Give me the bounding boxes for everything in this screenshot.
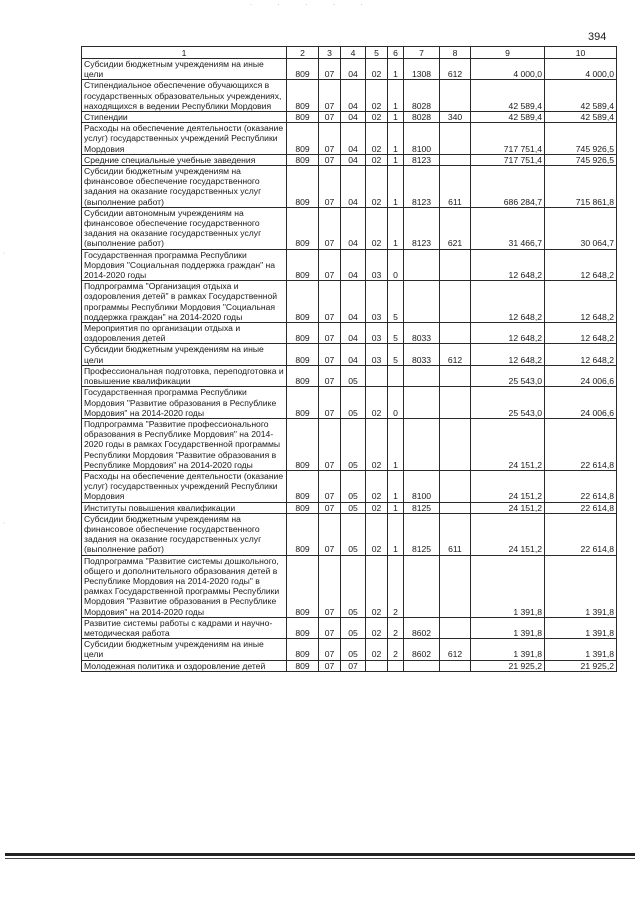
table-row [82,154,617,165]
row-value-cell: 612 [440,639,471,660]
row-value-cell [366,365,388,386]
row-value-cell: 2 [388,555,404,617]
table-row [82,387,617,419]
table-row [82,513,617,555]
row-value-cell: 1 [388,154,404,165]
row-value-cell: 07 [319,207,341,249]
header-cell: 4 [341,47,366,59]
row-value-cell: 07 [319,365,341,386]
header-cell: 3 [319,47,341,59]
table-header-row [82,47,617,59]
row-value-cell: 07 [319,418,341,470]
row-value-cell: 02 [366,502,388,513]
row-name-cell: Субсидии бюджетным учреждениям на финансовое обеспечение государственного задания на оказание государственных услуг (выполнение работ) [82,513,287,555]
row-value-cell: 07 [319,344,341,365]
row-value-cell: 24 006,6 [545,387,617,419]
row-value-cell: 809 [287,387,319,419]
row-value-cell: 809 [287,555,319,617]
table-row [82,323,617,344]
row-value-cell: 0 [388,387,404,419]
row-name-cell: Государственная программа Республики Мордовия "Развитие образования в Республике Мордовия" на 2014-2020 годы [82,387,287,419]
row-value-cell: 24 006,6 [545,365,617,386]
table-row [82,80,617,112]
header-cell: 5 [366,47,388,59]
row-value-cell: 8125 [404,513,440,555]
row-value-cell [440,365,471,386]
row-name-cell: Субсидии бюджетным учреждениям на иные цели [82,59,287,80]
row-value-cell [404,387,440,419]
row-value-cell: 07 [341,660,366,671]
row-value-cell: 07 [319,387,341,419]
table-row [82,166,617,208]
row-value-cell: 611 [440,513,471,555]
row-value-cell: 5 [388,323,404,344]
row-value-cell: 612 [440,344,471,365]
row-value-cell: 0 [388,249,404,281]
table-row [82,418,617,470]
header-cell: 2 [287,47,319,59]
row-value-cell: 809 [287,59,319,80]
row-value-cell: 24 151,2 [471,502,545,513]
header-cell: 8 [440,47,471,59]
row-value-cell: 04 [341,154,366,165]
row-name-cell: Стипендиальное обеспечение обучающихся в государственных образовательных учреждениях, находящихся в ведении Республики Мордовия [82,80,287,112]
table-row [82,639,617,660]
row-value-cell: 22 614,8 [545,513,617,555]
row-value-cell: 12 648,2 [471,344,545,365]
row-value-cell: 8123 [404,166,440,208]
row-name-cell: Расходы на обеспечение деятельности (оказание услуг) государственных учреждений Республики Мордовия [82,470,287,502]
row-value-cell: 42 589,4 [545,80,617,112]
row-value-cell: 809 [287,323,319,344]
row-value-cell: 42 589,4 [471,80,545,112]
header-cell: 9 [471,47,545,59]
row-value-cell: 1 391,8 [471,555,545,617]
row-value-cell: 809 [287,281,319,323]
row-value-cell: 611 [440,166,471,208]
row-name-cell: Субсидии бюджетным учреждениям на финансовое обеспечение государственного задания на оказание государственных услуг (выполнение работ) [82,166,287,208]
row-value-cell: 07 [319,123,341,155]
row-value-cell: 1 [388,123,404,155]
table-row [82,207,617,249]
row-value-cell: 1 [388,418,404,470]
row-value-cell: 809 [287,502,319,513]
page-number: 394 [588,31,607,43]
row-value-cell: 717 751,4 [471,123,545,155]
table-row [82,281,617,323]
row-value-cell [404,418,440,470]
row-value-cell: 42 589,4 [471,112,545,123]
row-value-cell: 03 [366,249,388,281]
row-value-cell: 07 [319,660,341,671]
row-value-cell: 05 [341,470,366,502]
row-value-cell: 07 [319,470,341,502]
row-value-cell: 809 [287,617,319,638]
row-name-cell: Институты повышения квалификации [82,502,287,513]
row-value-cell: 4 000,0 [545,59,617,80]
row-value-cell: 4 000,0 [471,59,545,80]
row-value-cell: 24 151,2 [471,418,545,470]
table-row [82,660,617,671]
row-value-cell: 02 [366,639,388,660]
row-value-cell: 21 925,2 [471,660,545,671]
row-value-cell: 1 391,8 [545,555,617,617]
row-value-cell: 25 543,0 [471,365,545,386]
row-value-cell: 03 [366,323,388,344]
row-value-cell: 809 [287,166,319,208]
row-value-cell [404,281,440,323]
scan-artifact: · · · · · [250,2,375,8]
row-value-cell: 04 [341,112,366,123]
row-name-cell: Государственная программа Республики Мордовия "Социальная поддержка граждан" на 2014-2020 годы [82,249,287,281]
row-value-cell: 22 614,8 [545,470,617,502]
row-value-cell: 04 [341,166,366,208]
row-value-cell: 612 [440,59,471,80]
table-row [82,112,617,123]
table-row [82,470,617,502]
row-value-cell: 1308 [404,59,440,80]
row-value-cell: 02 [366,154,388,165]
row-value-cell: 02 [366,123,388,155]
row-value-cell: 02 [366,418,388,470]
row-value-cell: 02 [366,555,388,617]
row-value-cell [366,660,388,671]
row-value-cell: 07 [319,80,341,112]
row-value-cell: 809 [287,249,319,281]
row-value-cell [404,555,440,617]
row-value-cell [388,365,404,386]
row-value-cell: 1 [388,207,404,249]
row-value-cell: 8033 [404,344,440,365]
row-value-cell: 8123 [404,154,440,165]
row-value-cell: 809 [287,123,319,155]
row-value-cell: 1 391,8 [545,639,617,660]
row-name-cell: Развитие системы работы с кадрами и научно-методическая работа [82,617,287,638]
table-body [82,59,617,672]
row-value-cell: 07 [319,112,341,123]
row-value-cell [440,249,471,281]
row-value-cell: 42 589,4 [545,112,617,123]
row-value-cell: 02 [366,387,388,419]
row-value-cell: 05 [341,418,366,470]
row-value-cell: 809 [287,660,319,671]
row-value-cell: 12 648,2 [471,249,545,281]
row-value-cell: 686 284,7 [471,166,545,208]
row-value-cell [440,154,471,165]
row-value-cell: 03 [366,281,388,323]
row-value-cell: 1 [388,470,404,502]
row-value-cell: 02 [366,80,388,112]
row-value-cell: 745 926,5 [545,154,617,165]
row-value-cell [440,502,471,513]
row-value-cell: 8100 [404,470,440,502]
row-value-cell: 04 [341,207,366,249]
row-value-cell [440,470,471,502]
table-row [82,344,617,365]
row-value-cell: 04 [341,123,366,155]
row-name-cell: Подпрограмма "Организация отдыха и оздоровления детей" в рамках Государственной программы Республики Мордовия "Социальная поддержка граждан" на 2014-2020 годы [82,281,287,323]
row-value-cell: 2 [388,617,404,638]
row-value-cell: 02 [366,470,388,502]
row-value-cell: 5 [388,344,404,365]
row-name-cell: Субсидии бюджетным учреждениям на иные цели [82,344,287,365]
row-value-cell: 809 [287,513,319,555]
row-value-cell: 07 [319,502,341,513]
row-value-cell: 12 648,2 [471,323,545,344]
row-value-cell: 717 751,4 [471,154,545,165]
row-value-cell: 12 648,2 [471,281,545,323]
row-value-cell: 809 [287,365,319,386]
row-value-cell: 07 [319,617,341,638]
row-value-cell: 5 [388,281,404,323]
bottom-rule-thin [5,858,635,859]
row-value-cell: 07 [319,323,341,344]
row-name-cell: Средние специальные учебные заведения [82,154,287,165]
row-value-cell: 8602 [404,639,440,660]
row-value-cell: 12 648,2 [545,323,617,344]
row-value-cell [388,660,404,671]
table-row [82,59,617,80]
row-value-cell: 07 [319,639,341,660]
row-value-cell: 1 391,8 [545,617,617,638]
scan-artifact: · [3,250,6,257]
row-value-cell: 04 [341,323,366,344]
row-value-cell: 12 648,2 [545,249,617,281]
row-value-cell: 05 [341,387,366,419]
row-value-cell: 809 [287,80,319,112]
bottom-rule [5,853,635,856]
row-value-cell [440,617,471,638]
row-value-cell: 02 [366,112,388,123]
row-value-cell: 07 [319,281,341,323]
row-value-cell: 12 648,2 [545,344,617,365]
row-value-cell: 05 [341,365,366,386]
row-value-cell: 809 [287,154,319,165]
table-row [82,249,617,281]
row-value-cell: 621 [440,207,471,249]
row-value-cell: 30 064,7 [545,207,617,249]
row-value-cell: 1 [388,502,404,513]
row-value-cell: 809 [287,418,319,470]
row-value-cell: 21 925,2 [545,660,617,671]
row-value-cell: 1 [388,112,404,123]
table-row [82,617,617,638]
row-name-cell: Подпрограмма "Развитие системы дошкольного, общего и дополнительного образования детей в Республике Мордовия на 2014-2020 годы" в рамках Государственной программы Республики Мордовия "Развитие образования в Республике Мордовия" на 2014-2020 годы [82,555,287,617]
row-value-cell [404,660,440,671]
row-value-cell: 05 [341,513,366,555]
row-value-cell: 07 [319,59,341,80]
row-value-cell: 05 [341,617,366,638]
row-name-cell: Мероприятия по организации отдыха и оздоровления детей [82,323,287,344]
row-name-cell: Подпрограмма "Развитие профессионального образования в Республике Мордовия" на 2014-2020 годы в рамках Государственной программы Республики Мордовия "Развитие образования в Республике Мордовия" на 2014-2020 годы [82,418,287,470]
row-value-cell [440,80,471,112]
row-value-cell: 02 [366,207,388,249]
row-value-cell: 8125 [404,502,440,513]
row-value-cell: 31 466,7 [471,207,545,249]
row-value-cell: 07 [319,555,341,617]
row-value-cell: 809 [287,344,319,365]
row-value-cell [404,249,440,281]
row-value-cell: 07 [319,249,341,281]
table-row [82,502,617,513]
row-value-cell [440,123,471,155]
row-name-cell: Расходы на обеспечение деятельности (оказание услуг) государственных учреждений Республики Мордовия [82,123,287,155]
row-value-cell: 05 [341,555,366,617]
row-value-cell: 04 [341,59,366,80]
row-value-cell: 02 [366,166,388,208]
row-value-cell: 02 [366,617,388,638]
header-cell: 10 [545,47,617,59]
row-value-cell: 22 614,8 [545,502,617,513]
row-name-cell: Молодежная политика и оздоровление детей [82,660,287,671]
row-value-cell: 809 [287,470,319,502]
row-value-cell: 07 [319,154,341,165]
header-cell: 1 [82,47,287,59]
row-value-cell [440,660,471,671]
row-value-cell: 07 [319,166,341,208]
row-value-cell: 809 [287,639,319,660]
row-value-cell: 04 [341,249,366,281]
row-value-cell: 8123 [404,207,440,249]
row-value-cell: 12 648,2 [545,281,617,323]
row-value-cell [440,323,471,344]
row-value-cell: 8028 [404,80,440,112]
row-value-cell [440,418,471,470]
table-row [82,123,617,155]
row-value-cell: 24 151,2 [471,513,545,555]
header-cell: 7 [404,47,440,59]
row-value-cell: 02 [366,513,388,555]
row-value-cell: 809 [287,207,319,249]
row-value-cell: 809 [287,112,319,123]
row-name-cell: Профессиональная подготовка, переподготовка и повышение квалификации [82,365,287,386]
row-value-cell: 02 [366,59,388,80]
row-value-cell: 745 926,5 [545,123,617,155]
row-value-cell: 04 [341,80,366,112]
row-value-cell: 8028 [404,112,440,123]
row-value-cell [440,555,471,617]
row-value-cell: 8602 [404,617,440,638]
row-name-cell: Субсидии автономным учреждениям на финансовое обеспечение государственного задания на оказание государственных услуг (выполнение работ) [82,207,287,249]
row-name-cell: Субсидии бюджетным учреждениям на иные цели [82,639,287,660]
row-value-cell: 25 543,0 [471,387,545,419]
row-value-cell: 1 [388,513,404,555]
table-row [82,365,617,386]
row-value-cell: 03 [366,344,388,365]
row-value-cell: 07 [319,513,341,555]
row-value-cell: 1 391,8 [471,639,545,660]
row-value-cell: 04 [341,344,366,365]
table-row [82,555,617,617]
row-value-cell [440,387,471,419]
row-value-cell: 22 614,8 [545,418,617,470]
row-value-cell: 1 391,8 [471,617,545,638]
row-value-cell: 8033 [404,323,440,344]
row-value-cell [440,281,471,323]
row-value-cell: 2 [388,639,404,660]
row-value-cell: 05 [341,639,366,660]
budget-table [81,46,617,672]
row-value-cell: 8100 [404,123,440,155]
row-value-cell: 715 861,8 [545,166,617,208]
row-value-cell: 24 151,2 [471,470,545,502]
row-value-cell: 05 [341,502,366,513]
header-cell: 6 [388,47,404,59]
row-value-cell: 1 [388,166,404,208]
row-value-cell: 04 [341,281,366,323]
row-value-cell: 1 [388,80,404,112]
scan-artifact: · [3,520,6,527]
row-value-cell [404,365,440,386]
row-value-cell: 1 [388,59,404,80]
row-name-cell: Стипендии [82,112,287,123]
row-value-cell: 340 [440,112,471,123]
